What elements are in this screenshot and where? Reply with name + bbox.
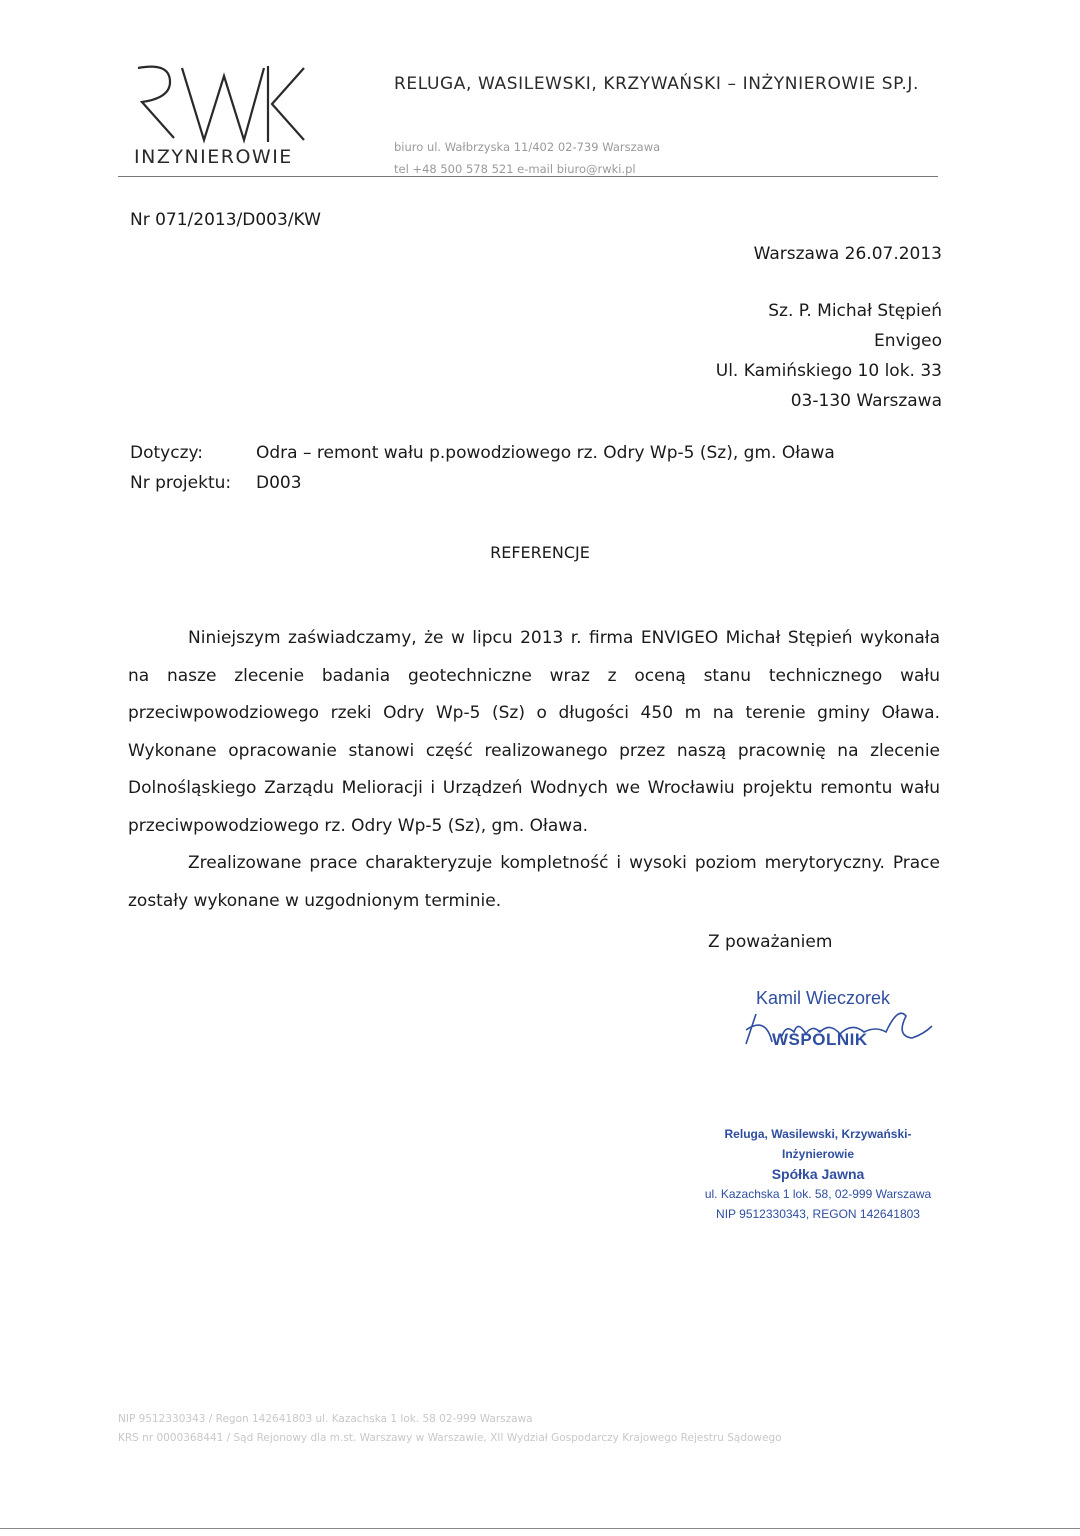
- subject-block: [130, 438, 835, 498]
- stamp-company-type: Spółka Jawna: [771, 1166, 865, 1182]
- project-value: D003: [256, 473, 302, 493]
- stamp-tax-ids: NIP 9512330343, REGON 142641803: [716, 1207, 920, 1221]
- stamp-company-name: Reluga, Wasilewski, Krzywański-Inżynierowie: [724, 1127, 912, 1161]
- firm-contact: [394, 136, 660, 180]
- firm-phone-email: tel +48 500 578 521 e-mail biuro@rwki.pl: [394, 162, 636, 176]
- document-heading: REFERENCJE: [490, 543, 590, 562]
- body-paragraph-1: Niniejszym zaświadczamy, że w lipcu 2013 r. firma ENVIGEO Michał Stępień wykonała na nasze zlecenie badania geotechniczne wraz z oceną stanu technicznego wału przeciwpowodziowego rzeki Odry Wp-5 (Sz) o długości 450 m na terenie gminy Oława. Wykonane opracowanie stanowi część realizowanego przez naszą pracownię na zlecenie Dolnośląskiego Zarządu Melioracji i Urządzeń Wodnych we Wrocławiu projektu remontu wału przeciwpowodziowego rz. Odry Wp-5 (Sz), gm. Oława.: [128, 628, 940, 836]
- letter-date: Warszawa 26.07.2013: [753, 244, 942, 264]
- rwk-logo: [136, 62, 306, 152]
- project-label: Nr projektu:: [130, 473, 232, 493]
- page-footer: [118, 1410, 938, 1448]
- letter-body: [128, 620, 940, 920]
- reference-number: Nr 071/2013/D003/KW: [130, 210, 321, 230]
- signature-stamp: [736, 986, 936, 1066]
- firm-name: RELUGA, WASILEWSKI, KRZYWAŃSKI – INŻYNIEROWIE SP.J.: [394, 74, 920, 94]
- recipient-name: Sz. P. Michał Stępień: [768, 301, 942, 321]
- bottom-divider: [0, 1528, 1080, 1529]
- signatory-role: WSPÓLNIK: [772, 1030, 868, 1049]
- footer-line-1: NIP 9512330343 / Regon 142641803 ul. Kazachska 1 lok. 58 02-999 Warszawa: [118, 1413, 533, 1425]
- recipient-company: Envigeo: [874, 331, 942, 351]
- body-paragraph-2: Zrealizowane prace charakteryzuje kompletność i wysoki poziom merytoryczny. Prace zostały wykonane w uzgodnionym terminie.: [128, 853, 940, 911]
- subject-value: Odra – remont wału p.powodziowego rz. Odry Wp-5 (Sz), gm. Oława: [256, 443, 835, 463]
- signatory-name: Kamil Wieczorek: [756, 988, 891, 1008]
- firm-address: biuro ul. Wałbrzyska 11/402 02-739 Warszawa: [394, 140, 661, 154]
- closing-phrase: Z poważaniem: [708, 932, 833, 952]
- recipient-city: 03-130 Warszawa: [790, 391, 942, 411]
- stamp-address: ul. Kazachska 1 lok. 58, 02-999 Warszawa: [704, 1187, 932, 1201]
- subject-label: Dotyczy:: [130, 443, 204, 463]
- company-stamp: [700, 1124, 936, 1224]
- letterhead-divider: [118, 176, 938, 177]
- footer-line-2: KRS nr 0000368441 / Sąd Rejonowy dla m.st. Warszawy w Warszawie, XII Wydział Gospodarczy Krajowego Rejestru Sądowego: [118, 1432, 782, 1444]
- recipient-block: [716, 296, 942, 416]
- logo-caption: INZYNIEROWIE: [134, 146, 293, 168]
- recipient-street: Ul. Kamińskiego 10 lok. 33: [715, 361, 942, 381]
